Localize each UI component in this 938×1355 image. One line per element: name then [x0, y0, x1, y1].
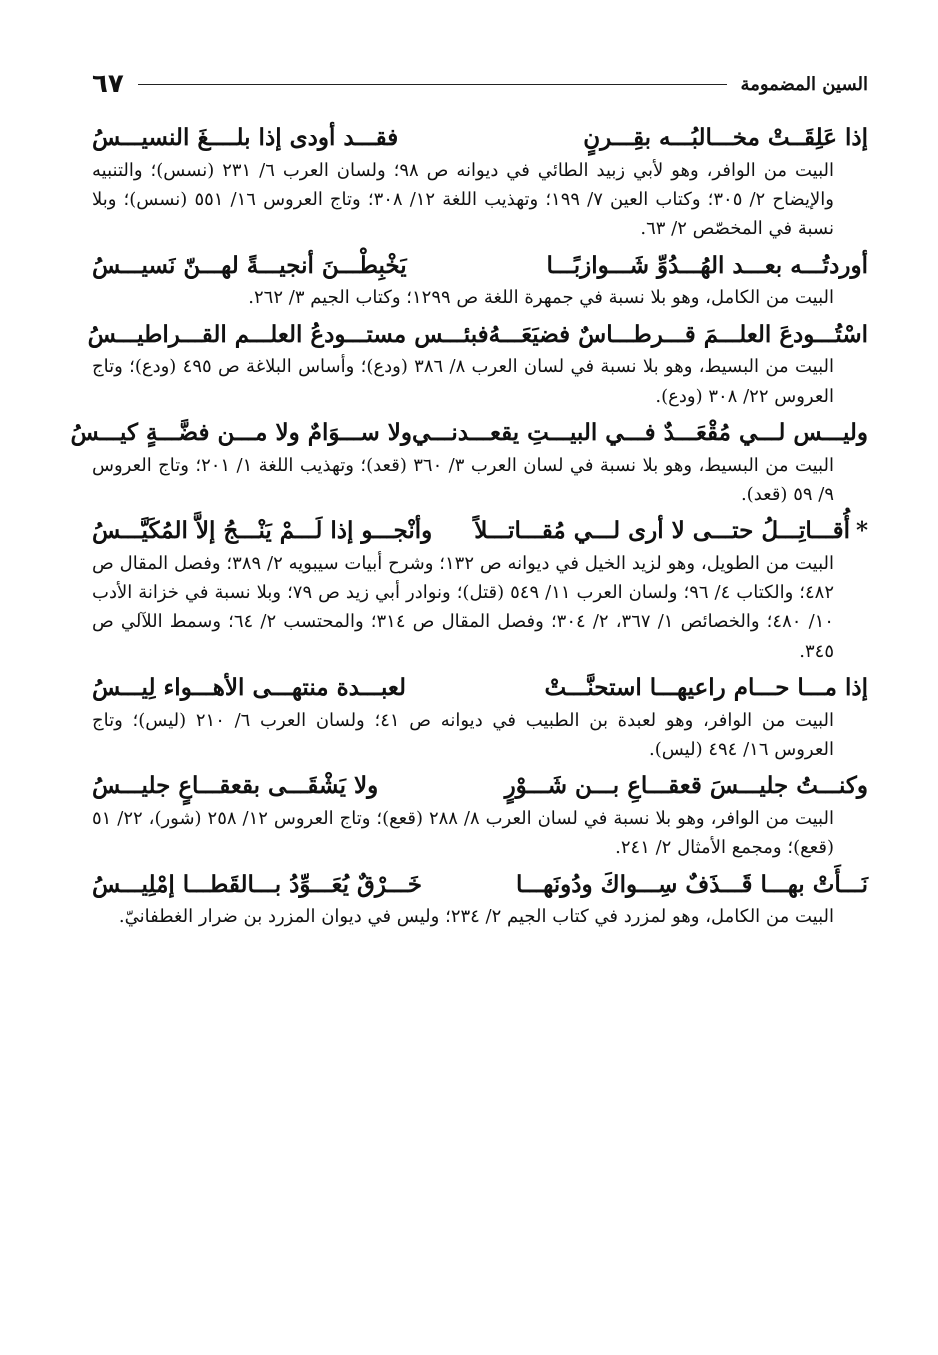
verse-entry	[92, 120, 868, 244]
verse-entry	[92, 670, 868, 764]
verse-entry	[87, 317, 868, 411]
footnote-text: البيت من الوافر، وهو بلا نسبة في لسان العرب ٨/ ٢٨٨ (قعع)؛ وتاج العروس ١٢/ ٢٥٨ (شور)، ٢٢/ ٥١ (قعع)؛ ومجمع الأمثال ٢/ ٢٤١.	[92, 808, 834, 859]
verse-entry	[92, 768, 868, 862]
verse-line	[92, 120, 868, 156]
footnote-text: البيت من الوافر، وهو لعبدة بن الطبيب في ديوانه ص ٤١؛ ولسان العرب ٦/ ٢١٠ (ليس)؛ وتاج العروس ١٦/ ٤٩٤ (ليس).	[92, 709, 834, 761]
first-hemistich-text: اسْتُـــودعَ العلـــمَ قـــرطـــاسٌ فضيَعَـــهُ	[488, 320, 868, 348]
verse-line	[92, 768, 868, 804]
second-hemistich: ولا ســـوَامٌ ولا مـــن فضَّـــةٍ كيـــسُ	[70, 418, 412, 446]
second-hemistich: فقـــد أودى إذا بلــــغَ النسيـــسُ	[92, 124, 399, 151]
first-hemistich	[505, 768, 868, 804]
verse-entry	[70, 415, 868, 509]
second-hemistich: وأنْجـــو إذا لَـــمْ يَنْـــجُ إلاَّ المُكَيَّـــسُ	[92, 517, 433, 545]
page-number: ٦٧	[92, 69, 124, 99]
first-hemistich-text: نَـــأَتْ بهـــا قَـــذَفٌ سِـــواكَ ودُونَهـــا	[515, 870, 868, 898]
second-hemistich: خَـــرْقٌ يُعَـــوِّدُ بـــالقَطـــا إمْلِيـــسُ	[92, 870, 422, 898]
first-hemistich-text: أوردتُـــه بعـــد الهُـــدُوِّ شَـــوازبًـــا	[546, 251, 868, 279]
verse-entries	[70, 120, 868, 932]
first-hemistich-text: وليـــس لـــي مُقْعَـــدٌ فـــي البيـــتِ يقعـــدنـــي	[411, 418, 868, 446]
second-hemistich: فبئـــس مستـــودعُ العلـــم القـــراطيـــسُ	[87, 320, 489, 348]
second-hemistich: يَخْبِطْـــنَ أنجيـــةً لهـــنّ نَسيـــسُ	[92, 251, 407, 279]
first-hemistich-text: إذا عَلِقَــتْ مخـــالبُـــه بقِـــرنٍ	[583, 124, 868, 151]
first-hemistich-text: وكنـــتُ جليـــسَ قعقـــاعِ بـــن شَـــوْرٍ	[504, 772, 868, 800]
verse-line	[70, 415, 868, 451]
verse-line	[92, 670, 868, 706]
verse-entry	[92, 513, 868, 666]
verse-line	[92, 513, 868, 549]
running-title: السين المضمومة	[740, 73, 868, 95]
footnote-text: البيت من البسيط، وهو بلا نسبة في لسان العرب ٣/ ٣٦٠ (قعد)؛ وتهذيب اللغة ١/ ٢٠١؛ وتاج العروس ٩/ ٥٩ (قعد).	[92, 454, 834, 505]
first-hemistich-text: أُقـــاتِـــلُ حتـــى لا أرى لـــي مُقـــاتـــلاً	[474, 517, 850, 545]
first-hemistich	[545, 670, 868, 706]
first-hemistich	[547, 248, 868, 284]
footnote-text: البيت من الوافر، وهو لأبي زبيد الطائي في ديوانه ص ٩٨؛ ولسان العرب ٦/ ٢٣١ (نسس)؛ والتنبيه والإيضاح ٢/ ٣٠٥؛ وكتاب العين ٧/ ١٩٩؛ وتهذيب اللغة ١٢/ ٣٠٨؛ وتاج العروس ١٦/ ٥٥١ (نسس)؛ وبلا نسبة في المخصّص ٢/ ٦٣.	[92, 159, 835, 240]
verse-entry	[92, 867, 868, 932]
first-hemistich	[489, 317, 868, 353]
verse-line	[87, 317, 868, 353]
first-hemistich	[516, 867, 868, 903]
verse-line	[92, 248, 868, 284]
first-hemistich	[474, 513, 868, 549]
verse-line	[92, 867, 868, 903]
footnote-text: البيت من البسيط، وهو بلا نسبة في لسان العرب ٨/ ٣٨٦ (ودع)؛ وأساس البلاغة ص ٤٩٥ (ودع)؛ وتاج العروس ٢٢/ ٣٠٨ (ودع).	[92, 356, 835, 407]
first-hemistich	[412, 415, 868, 451]
footnote-text: البيت من الكامل، وهو بلا نسبة في جمهرة اللغة ص ١٢٩٩؛ وكتاب الجيم ٣/ ٢٦٢.	[248, 287, 834, 309]
page-header	[92, 62, 868, 106]
first-hemistich	[583, 120, 868, 156]
footnote-text: البيت من الطويل، وهو لزيد الخيل في ديوانه ص ١٣٢؛ وشرح أبيات سيبويه ٢/ ٣٨٩؛ وفصل المقال ص ٤٨٢؛ والكتاب ٤/ ٩٦؛ ولسان العرب ١١/ ٥٤٩ (قتل)؛ ونوادر أبي زيد ص ٧٩؛ وبلا نسبة في خزانة الأدب ١٠/ ٤٨٠؛ والخصائص ١/ ٣٦٧، ٢/ ٣٠٤؛ وفصل المقال ص ٣١٤؛ والمحتسب ٢/ ٦٤؛ وسمط اللآلي ص ٣٤٥.	[92, 552, 834, 662]
second-hemistich: لعبـــدة منتهـــى الأهـــواء لِيـــسُ	[92, 674, 407, 702]
footnote-text: البيت من الكامل، وهو لمزرد في كتاب الجيم ٢/ ٢٣٤؛ وليس في ديوان المزرد بن ضرار الغطفانيّ.	[118, 906, 834, 928]
first-hemistich-text: إذا مـــا حـــام راعيهـــا استحنَّـــتْ	[544, 674, 868, 702]
second-hemistich: ولا يَشْقَـــى بقعقـــاعٍ جليـــسُ	[92, 772, 379, 800]
header-rule	[138, 84, 727, 85]
asterisk-marker: *	[855, 517, 868, 545]
verse-entry	[92, 248, 868, 313]
